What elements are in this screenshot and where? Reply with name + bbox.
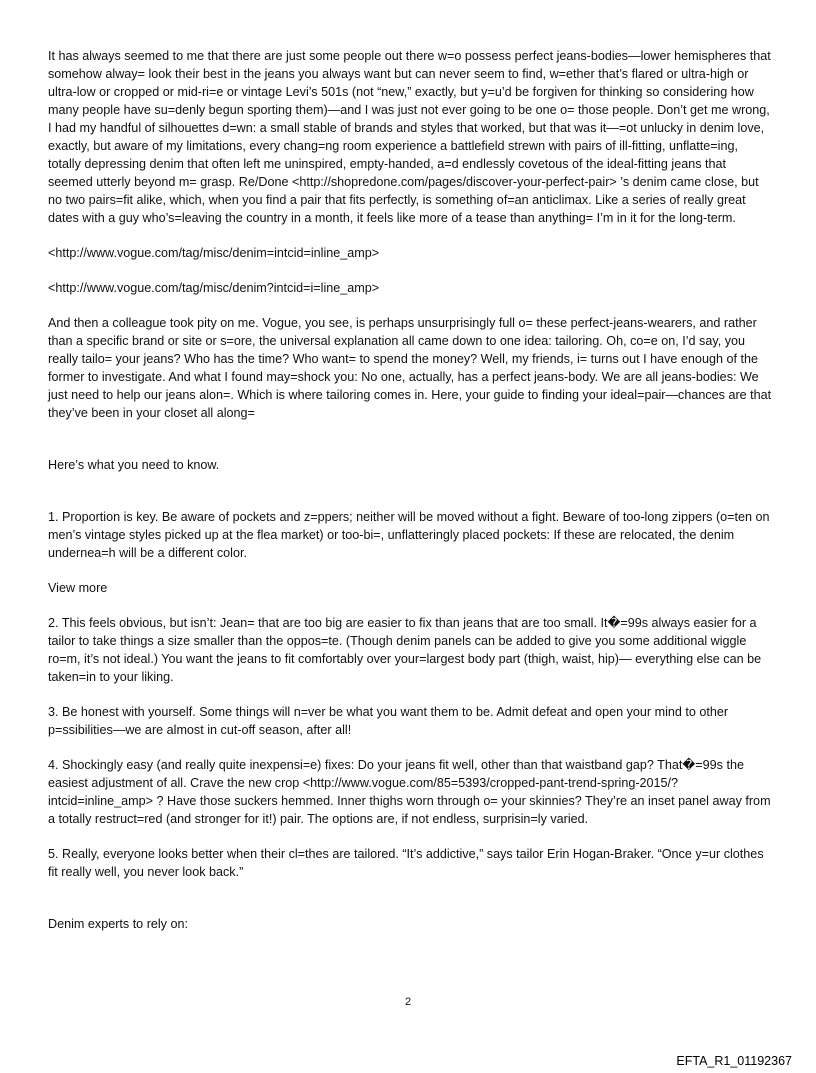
spacer bbox=[48, 562, 772, 579]
spacer bbox=[48, 739, 772, 756]
paragraph-denim-experts: Denim experts to rely on: bbox=[48, 917, 188, 931]
document-body bbox=[48, 47, 772, 933]
tip-3: 3. Be honest with yourself. Some things will n=ver be what you want them to be. Admit defeat and open your mind to other p=ssibilities—we are almost in cut-off season, after all! bbox=[48, 705, 729, 737]
spacer bbox=[48, 597, 772, 614]
tip-5: 5. Really, everyone looks better when their cl=thes are tailored. “It’s addictive,” says tailor Erin Hogan-Braker. “Once y=ur clothes fit really well, you never look back.” bbox=[48, 847, 764, 879]
document-id: EFTA_R1_01192367 bbox=[676, 1054, 792, 1068]
spacer bbox=[48, 422, 772, 456]
paragraph-intro: It has always seemed to me that there are just some people out there w=o possess perfect jeans-bodies—lower hemispheres that somehow alway= look their best in the jeans you always want but can never seem to find, w=ether that’s flared or ultra-high or ultra-low or cropped or mid-ri=e or vintage Levi’s 501s (not “new,” exactly, but y=u’d be forgiven for thinking so considering how many people have su=denly begun sporting them)—and I was just not ever going to be one o= those people. Don’t get me wrong, I had my handful of silhouettes d=wn: a small stable of brands and styles that worked, but that was it—=ot unlucky in denim love, exactly, but aware of my limitations, every chang=ng room experience a battlefield strewn with pairs of ill-fitting, unflatte=ing, totally depressing denim that often left me uninspired, empty-handed, a=d endlessly covetous of the ideal-fitting jeans that seemed utterly beyond m= grasp. Re/Done <http://shopredone.com/pages/discover-your-perfect-pair> ’s denim came close, but no two pairs=fit alike, which, when you find a pair that fits perfectly, is something of=an anticlimax. Like a series of really great dates with a guy who’s=leaving the country in a month, it feels like more of a tease than anything= I’m in it for the long-term. bbox=[48, 49, 771, 225]
tip-2: 2. This feels obvious, but isn’t: Jean= that are too big are easier to fix than jeans that are too small. It�=99s always easier for a tailor to take things a size smaller than the oppos=te. (Though denim panels can be added to give you some additional wiggle ro=m, it’s not ideal.) You want the jeans to fit comfortably over your=largest body part (thigh, waist, hip)— everything else can be taken=in to your liking. bbox=[48, 616, 762, 684]
spacer bbox=[48, 262, 772, 279]
spacer bbox=[48, 227, 772, 244]
spacer bbox=[48, 474, 772, 508]
link-line-1: <http://www.vogue.com/tag/misc/denim=intcid=inline_amp> bbox=[48, 246, 380, 260]
page-number: 2 bbox=[404, 996, 412, 1008]
tip-4: 4. Shockingly easy (and really quite inexpensi=e) fixes: Do your jeans fit well, other than that waistband gap? That�=99s the easiest adjustment of all. Crave the new crop <http://www.vogue.com/85=5393/cropped-pant-trend-spring-2015/?intcid=inline_amp> ? Have those suckers hemmed. Inner thighs worn through o= your skinnies? They’re an inset panel away from a totally restruct=red (and stronger for it!) pair. The options are, if not endless, surprisin=ly varied. bbox=[48, 758, 771, 826]
link-line-2: <http://www.vogue.com/tag/misc/denim?intcid=i=line_amp> bbox=[48, 281, 380, 295]
tip-1: 1. Proportion is key. Be aware of pockets and z=ppers; neither will be moved without a fight. Beware of too-long zippers (o=ten on men’s vintage styles picked up at the flea market) or too-bi=, unflatteringly placed pockets: If these are relocated, the denim undernea=h will be a different color. bbox=[48, 510, 770, 560]
spacer bbox=[48, 881, 772, 915]
spacer bbox=[48, 686, 772, 703]
paragraph-tailoring: And then a colleague took pity on me. Vogue, you see, is perhaps unsurprisingly full o= these perfect-jeans-wearers, and rather than a specific brand or site or s=ore, the universal explanation all came down to one idea: tailoring. Oh, co=e on, I’d say, you really tailo= your jeans? Who has the time? Who want= to spend the money? Well, my friends, i= turns out I have enough of the former to investigate. And what I found may=shock you: No one, actually, has a perfect jeans-body. We are all jeans-bodies: We just need to help our jeans alon=. Which is where tailoring comes in. Here, your guide to finding your ideal=pair—chances are that they’ve been in your closet all along= bbox=[48, 316, 772, 420]
spacer bbox=[48, 297, 772, 314]
view-more-text: View more bbox=[48, 581, 108, 595]
spacer bbox=[48, 828, 772, 845]
paragraph-need-to-know: Here’s what you need to know. bbox=[48, 458, 220, 472]
